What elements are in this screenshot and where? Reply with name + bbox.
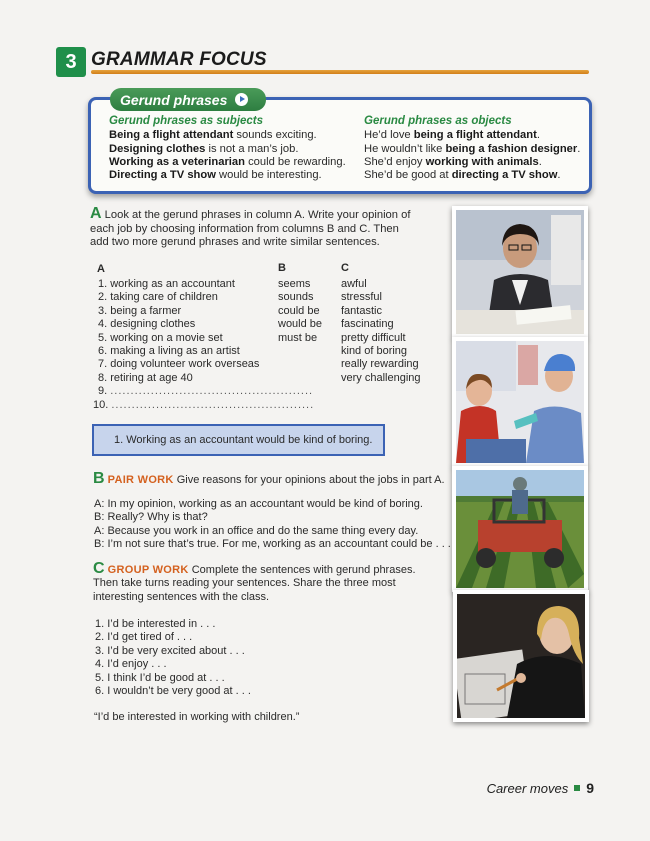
example-answer-box: 1. Working as an accountant would be kind of boring. xyxy=(92,424,385,456)
list-item: 4. I’d enjoy . . . xyxy=(95,658,167,671)
section-b-instructions: B PAIR WORK Give reasons for your opinions about the jobs in part A. xyxy=(93,470,445,487)
blank-item-10[interactable]: 10. .................................................. xyxy=(93,398,315,411)
section-a-instructions: A Look at the gerund phrases in column A. Write your opinion of each job by choosing information from columns B and C. Then add two more gerund phrases and write similar sentences. xyxy=(90,205,411,249)
list-item: 7. doing volunteer work overseas xyxy=(98,358,260,371)
example-quote: “I’d be interested in working with children.” xyxy=(94,711,300,723)
list-item: sounds xyxy=(278,291,314,304)
list-item: pretty difficult xyxy=(341,331,406,344)
list-item: 2. I’d get tired of . . . xyxy=(95,631,193,644)
pair-work-label: PAIR WORK xyxy=(107,474,174,486)
audio-play-icon[interactable] xyxy=(235,93,248,106)
column-b-list xyxy=(278,278,322,345)
group-work-label: GROUP WORK xyxy=(107,564,189,576)
object-example-1: He’d love being a flight attendant. xyxy=(364,129,540,142)
objects-column xyxy=(364,115,586,182)
title-underline xyxy=(91,70,589,74)
list-item: would be xyxy=(278,318,323,331)
section-b-letter: B xyxy=(93,470,105,487)
list-item: stressful xyxy=(341,291,382,304)
object-example-4: She’d be good at directing a TV show. xyxy=(364,169,561,182)
list-item: 2. taking care of children xyxy=(98,291,218,304)
sentence-list xyxy=(95,618,251,698)
object-example-2: He wouldn’t like being a fashion designer. xyxy=(364,142,581,155)
dialogue xyxy=(94,498,451,552)
list-item: 6. making a living as an artist xyxy=(98,345,240,358)
subjects-column xyxy=(109,115,359,182)
list-item: 6. I wouldn’t be very good at . . . xyxy=(95,685,251,698)
list-item: 1. I’d be interested in . . . xyxy=(95,618,216,630)
list-item: could be xyxy=(278,304,320,317)
photo-designer xyxy=(453,590,589,722)
dialogue-line: B: I’m not sure that’s true. For me, working as an accountant could be . . . xyxy=(94,538,451,551)
page-footer xyxy=(487,780,594,796)
photo-accountant xyxy=(452,206,588,338)
page-number: 9 xyxy=(586,780,594,796)
blank-item-9[interactable]: 9. .................................................. xyxy=(98,385,314,398)
subject-example-2: Designing clothes is not a man’s job. xyxy=(109,142,299,155)
list-item: 8. retiring at age 40 xyxy=(98,371,193,384)
column-c-list xyxy=(341,278,421,385)
list-item: 3. I’d be very excited about . . . xyxy=(95,644,245,657)
list-item: 4. designing clothes xyxy=(98,318,196,331)
subject-example-3: Working as a veterinarian could be rewarding. xyxy=(109,155,346,168)
footer-square-icon xyxy=(574,785,580,791)
section-c-instructions: C GROUP WORK Complete the sentences with gerund phrases. Then take turns reading your sentences. Share the three most interesting sentences with the class. xyxy=(93,560,416,603)
subjects-heading: Gerund phrases as subjects xyxy=(109,115,264,127)
column-c-heading: C xyxy=(341,262,349,274)
dialogue-line: B: Really? Why is that? xyxy=(94,511,208,524)
list-item: 5. I think I’d be good at . . . xyxy=(95,671,225,684)
list-item: seems xyxy=(278,278,311,290)
subject-example-4: Directing a TV show would be interesting. xyxy=(109,169,322,182)
subject-example-1: Being a flight attendant sounds exciting. xyxy=(109,129,317,142)
column-b-heading: B xyxy=(278,262,286,274)
list-item: must be xyxy=(278,331,318,344)
section-a-letter: A xyxy=(90,205,102,222)
grammar-tab-label: Gerund phrases xyxy=(120,91,228,108)
list-item: kind of boring xyxy=(341,345,408,358)
dialogue-line: A: Because you work in an office and do the same thing every day. xyxy=(94,524,419,537)
list-item: 5. working on a movie set xyxy=(98,331,223,344)
list-item: very challenging xyxy=(341,371,421,384)
objects-heading: Gerund phrases as objects xyxy=(364,115,512,127)
object-example-3: She’d enjoy working with animals. xyxy=(364,155,542,168)
section-title: GRAMMAR FOCUS xyxy=(91,49,267,70)
dialogue-line: A: In my opinion, working as an accountant would be kind of boring. xyxy=(94,498,423,510)
list-item: fantastic xyxy=(341,304,382,317)
list-item: fascinating xyxy=(341,318,394,331)
footer-unit-title: Career moves xyxy=(486,780,569,796)
list-item: 3. being a farmer xyxy=(98,304,182,317)
list-item: really rewarding xyxy=(341,358,419,371)
grammar-tab xyxy=(110,88,266,111)
list-item: 1. working as an accountant xyxy=(98,278,235,290)
photo-farmer xyxy=(452,466,588,592)
section-c-letter: C xyxy=(93,560,105,577)
photo-nurse-child xyxy=(452,337,588,467)
list-item: awful xyxy=(341,278,367,290)
column-a-heading: A xyxy=(97,263,105,275)
unit-number-badge: 3 xyxy=(56,47,86,77)
